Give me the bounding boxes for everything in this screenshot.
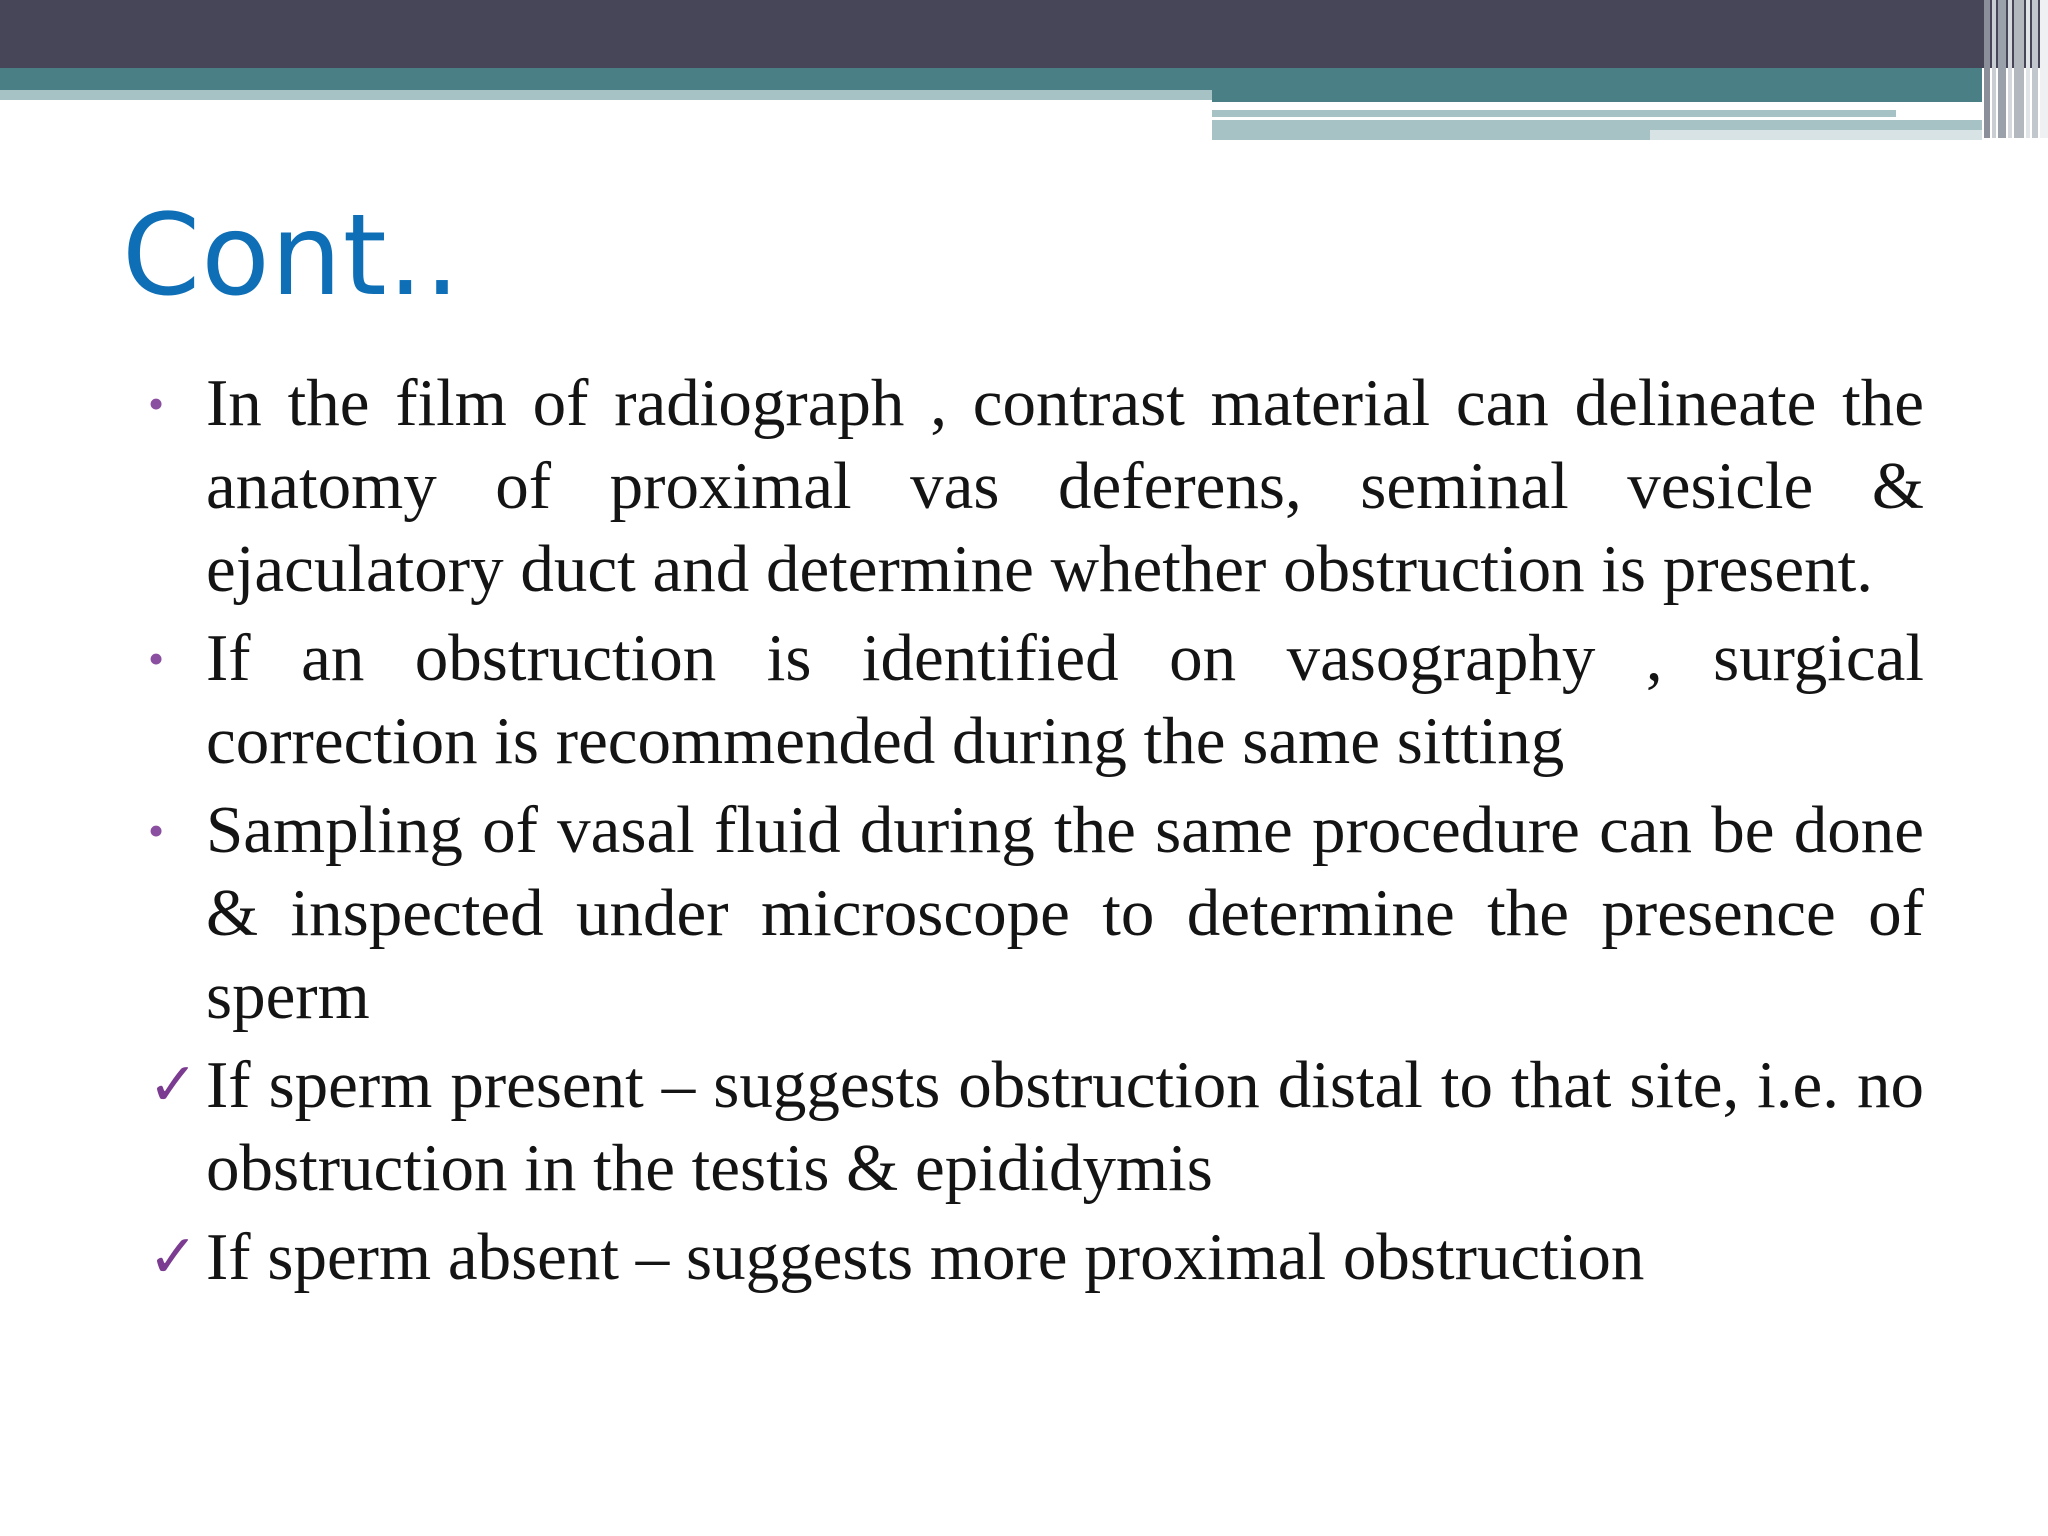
light-band-left (0, 90, 1212, 100)
vertical-stripe (2032, 0, 2038, 138)
bullet-icon: • (148, 378, 165, 429)
teal-band-left (0, 68, 1212, 90)
list-item (148, 617, 1924, 783)
list-item (148, 1044, 1924, 1210)
vertical-stripe (1992, 0, 1996, 138)
slide-title: Cont.. (122, 191, 461, 321)
checkmark-icon: ✓ (148, 1050, 199, 1120)
vertical-stripe (1998, 0, 2006, 138)
list-item-text: Sampling of vasal fluid during the same procedure can be done & inspected under microscope to determine the presence of sperm (206, 793, 1924, 1033)
vertical-stripe (1984, 0, 1990, 138)
bullet-list (148, 362, 1924, 1299)
top-dark-bar (0, 0, 2048, 68)
bullet-icon: • (148, 805, 165, 856)
bullet-icon: • (148, 633, 165, 684)
vertical-stripe (2008, 0, 2012, 138)
vertical-stripe (2040, 0, 2048, 138)
vertical-stripe (2026, 0, 2030, 138)
teal-band-right (1212, 68, 1982, 102)
list-item-text: If sperm absent – suggests more proximal obstruction (206, 1220, 1645, 1294)
checkmark-icon: ✓ (148, 1222, 199, 1292)
pale-band-right (1650, 130, 1982, 140)
list-item (148, 789, 1924, 1038)
list-item-text: If an obstruction is identified on vasography , surgical correction is recommended during the same sitting (206, 621, 1924, 778)
list-item (148, 362, 1924, 611)
list-item-text: If sperm present – suggests obstruction distal to that site, i.e. no obstruction in the testis & epididymis (206, 1048, 1924, 1205)
list-item-text: In the film of radiograph , contrast material can delineate the anatomy of proximal vas deferens, seminal vesicle & ejaculatory duct and determine whether obstruction is present. (206, 366, 1924, 606)
vertical-stripe (2014, 0, 2024, 138)
accent-line-right (1212, 110, 1896, 117)
list-item (148, 1216, 1924, 1299)
